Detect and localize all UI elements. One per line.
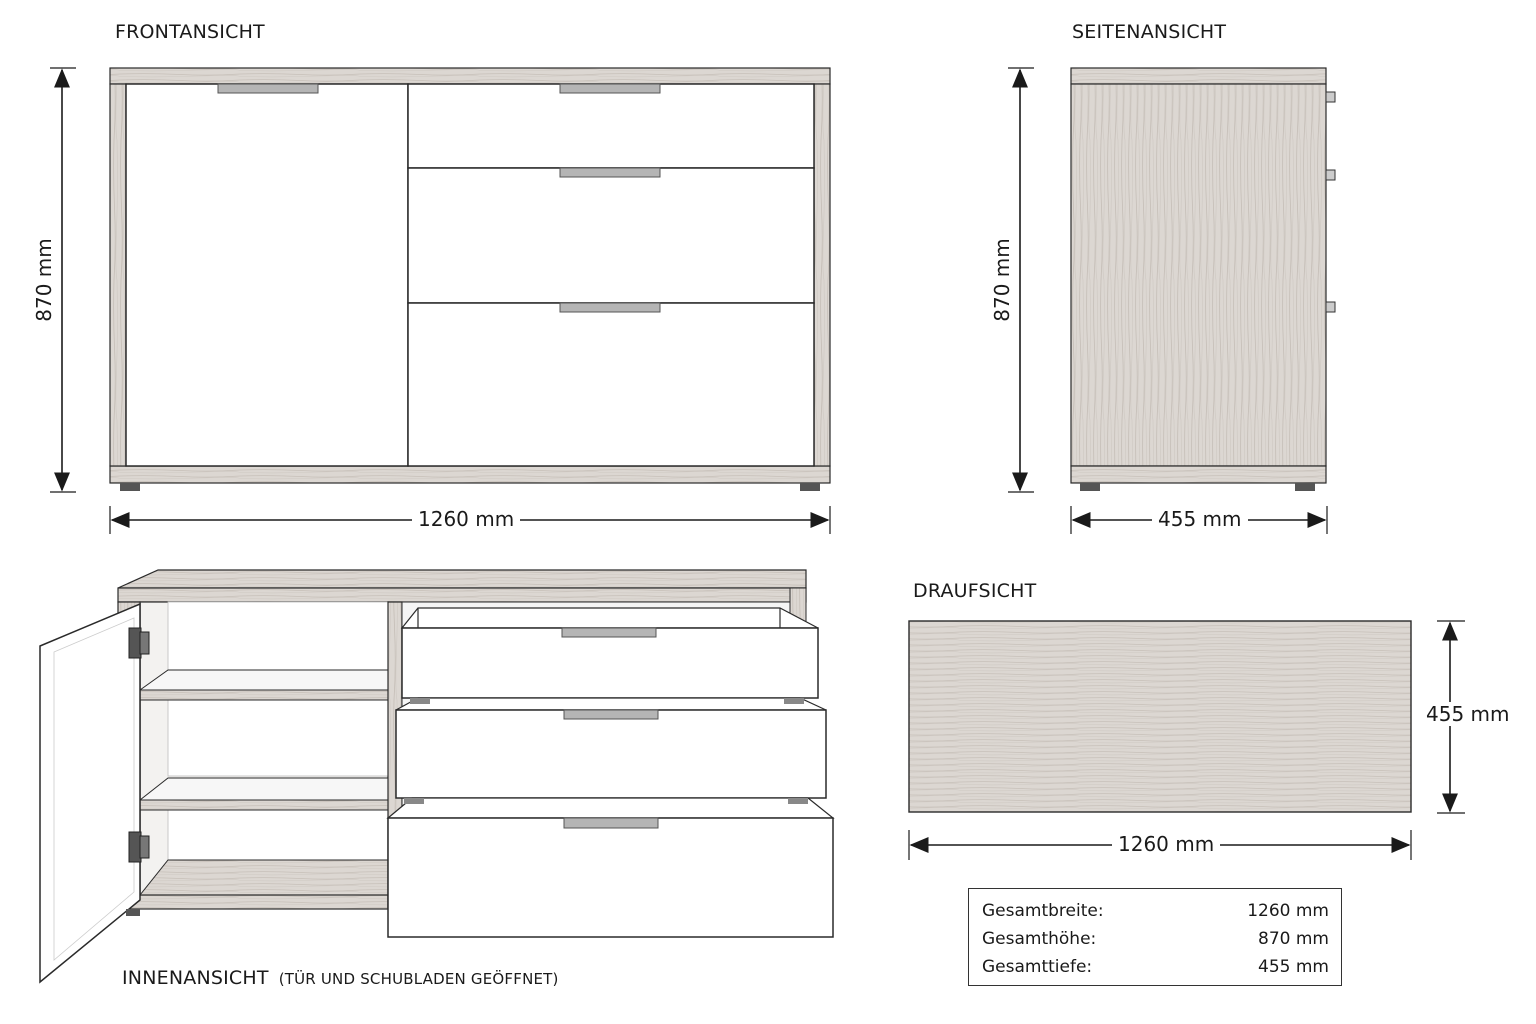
handle-icon bbox=[564, 710, 658, 719]
top-depth-label: 455 mm bbox=[1420, 702, 1516, 726]
runner-icon bbox=[784, 698, 804, 704]
handle-icon bbox=[1326, 92, 1335, 102]
summary-label: Gesamtbreite: bbox=[982, 901, 1104, 921]
summary-row bbox=[969, 927, 1341, 955]
summary-value: 1260 mm bbox=[1247, 901, 1329, 921]
front-view-title: FRONTANSICHT bbox=[115, 21, 265, 43]
hinge-icon bbox=[140, 836, 149, 858]
top-view-title: DRAUFSICHT bbox=[913, 580, 1037, 602]
front-height-label: 870 mm bbox=[32, 234, 56, 326]
front-view bbox=[110, 68, 830, 491]
foot-icon bbox=[120, 483, 140, 491]
handle-icon bbox=[560, 303, 660, 312]
inner-view-title bbox=[122, 967, 559, 989]
summary-row bbox=[969, 899, 1341, 927]
foot-icon bbox=[1295, 483, 1315, 491]
front-drawer-3 bbox=[408, 303, 814, 466]
inner-view bbox=[40, 570, 833, 982]
hinge-icon bbox=[140, 632, 149, 654]
summary-label: Gesamttiefe: bbox=[982, 957, 1093, 977]
foot-icon bbox=[126, 909, 140, 916]
runner-icon bbox=[788, 798, 808, 804]
front-door bbox=[126, 84, 408, 466]
summary-value: 870 mm bbox=[1258, 929, 1329, 949]
inner-drawer-1 bbox=[402, 628, 818, 698]
top-width-label: 1260 mm bbox=[1112, 832, 1220, 856]
side-view-title: SEITENANSICHT bbox=[1072, 21, 1227, 43]
dimension-summary-box bbox=[968, 888, 1342, 986]
handle-icon bbox=[1326, 170, 1335, 180]
summary-label: Gesamthöhe: bbox=[982, 929, 1097, 949]
inner-view-note: (TÜR UND SCHUBLADEN GEÖFFNET) bbox=[278, 970, 559, 988]
handle-icon bbox=[564, 818, 658, 828]
front-drawer-1 bbox=[408, 84, 814, 168]
handle-icon bbox=[560, 168, 660, 177]
hinge-icon bbox=[129, 832, 141, 862]
hinge-icon bbox=[129, 628, 141, 658]
summary-row bbox=[969, 955, 1341, 983]
front-drawer-2 bbox=[408, 168, 814, 303]
side-view bbox=[1071, 68, 1335, 491]
handle-icon bbox=[562, 628, 656, 637]
inner-drawer-2 bbox=[396, 710, 826, 798]
side-height-label: 870 mm bbox=[990, 234, 1014, 326]
side-depth-label: 455 mm bbox=[1152, 507, 1248, 531]
handle-icon bbox=[560, 84, 660, 93]
inner-drawer-3 bbox=[388, 818, 833, 937]
foot-icon bbox=[1080, 483, 1100, 491]
foot-icon bbox=[800, 483, 820, 491]
handle-icon bbox=[1326, 302, 1335, 312]
handle-icon bbox=[218, 84, 318, 93]
front-width-label: 1260 mm bbox=[412, 507, 520, 531]
top-view bbox=[909, 621, 1411, 812]
summary-value: 455 mm bbox=[1258, 957, 1329, 977]
inner-view-label: INNENANSICHT bbox=[122, 967, 269, 989]
runner-icon bbox=[410, 698, 430, 704]
runner-icon bbox=[404, 798, 424, 804]
